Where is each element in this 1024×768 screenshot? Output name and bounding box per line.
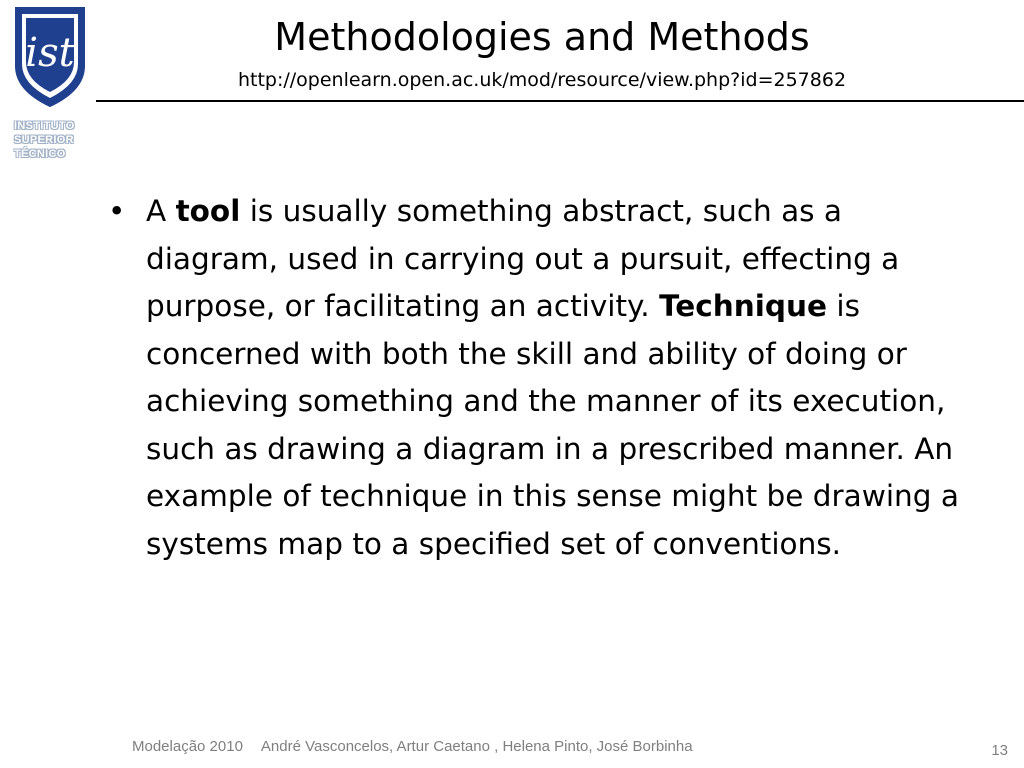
footer-course: Modelação 2010 bbox=[132, 738, 243, 755]
bullet-run: is usually something abstract, such as a diagram, used in carrying out a pursuit, effecting a purpose, or facilitating an activity. bbox=[146, 194, 900, 323]
logo-line: TÉCNICO bbox=[14, 148, 66, 160]
title-divider bbox=[96, 100, 1024, 102]
ist-shield-logo-icon bbox=[12, 4, 88, 108]
footer-authors: André Vasconcelos, Artur Caetano , Helena Pinto, José Borbinha bbox=[260, 738, 693, 755]
bullet-run: A bbox=[146, 194, 176, 228]
ist-logo bbox=[10, 4, 90, 174]
bullet-item bbox=[108, 188, 968, 568]
bullet-run-bold-technique: Technique bbox=[659, 289, 828, 323]
logo-line: SUPERIOR bbox=[14, 134, 74, 146]
slide-footer bbox=[132, 738, 693, 755]
logo-line: INSTITUTO bbox=[14, 120, 75, 132]
logo-monogram: ist bbox=[25, 30, 75, 76]
slide-title: Methodologies and Methods bbox=[274, 15, 810, 59]
page-number: 13 bbox=[991, 742, 1008, 759]
bullet-run-bold-tool: tool bbox=[175, 194, 241, 228]
bullet-symbol: • bbox=[108, 194, 126, 228]
bullet-text bbox=[146, 188, 968, 568]
logo-wordmark bbox=[14, 119, 98, 161]
slide-subtitle-url: http://openlearn.open.ac.uk/mod/resource/view.php?id=257862 bbox=[237, 69, 847, 91]
bullet-run: is concerned with both the skill and ability of doing or achieving something and the manner of its execution, such as drawing a diagram in a prescribed manner. An example of technique in this sense might be drawing a systems map to a specified set of conventions. bbox=[146, 289, 959, 561]
